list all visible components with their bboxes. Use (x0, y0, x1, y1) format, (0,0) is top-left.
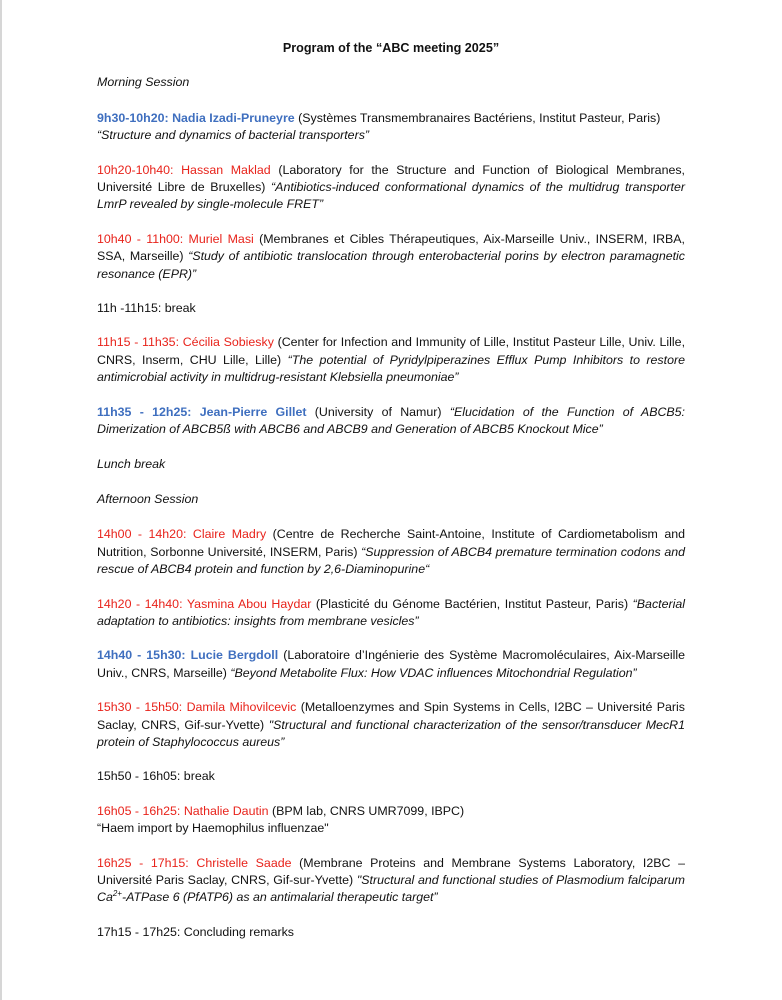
entry-speaker: Jean-Pierre Gillet (199, 404, 307, 419)
entry-affiliation: (Centre de Recherche Saint-Antoine, Institute of Cardiometabolism and Nutrition, Sorbonne Université, INSERM, Paris) (97, 527, 685, 559)
program-entry (97, 596, 685, 631)
entry-time: 10h40 - 11h00: (97, 231, 184, 246)
talk-text-start: "Structural and functional studies of Plasmodium falciparum Ca (97, 873, 685, 905)
entry-speaker: Lucie Bergdoll (190, 648, 279, 663)
lunch-break: Lunch break (97, 456, 166, 471)
program-entry (97, 803, 685, 838)
entry-talk-title: “Antibiotics-induced conformational dynamics of the multidrug transporter LmrP revealed by single-molecule FRET” (97, 180, 685, 212)
program-entry (97, 404, 685, 439)
charge-superscript: 2+ (112, 889, 122, 899)
break-item: 11h -11h15: break (97, 301, 196, 316)
entry-talk-title: “The potential of Pyridylpiperazines Efflux Pump Inhibitors to restore antimicrobial activity in multidrug-resistant Klebsiella pneumoniae” (97, 352, 685, 385)
entry-speaker: Cécilia Sobiesky (182, 335, 274, 350)
entry-time: 14h00 - 14h20: (97, 527, 187, 542)
entry-time: 14h20 - 14h40: (97, 596, 183, 611)
entry-time: 9h30-10h20: (97, 110, 169, 125)
concluding-remarks: 17h15 - 17h25: Concluding remarks (97, 924, 294, 939)
entry-time: 16h25 - 17h15: (97, 855, 189, 870)
entry-affiliation: (Membranes et Cibles Thérapeutiques, Aix-Marseille Univ., INSERM, IRBA, SSA, Marseille) (97, 231, 685, 264)
entry-time: 11h35 - 12h25: (97, 404, 192, 419)
entry-affiliation: (University of Namur) (314, 404, 442, 419)
page-edge (0, 0, 2, 1000)
morning-session-heading: Morning Session (97, 75, 190, 90)
entry-speaker: Hassan Maklad (181, 162, 271, 177)
break-item: 15h50 - 16h05: break (97, 769, 215, 784)
entry-time: 10h20-10h40: (97, 162, 174, 177)
entry-speaker: Christelle Saade (196, 855, 292, 870)
program-entry (97, 334, 685, 386)
entry-talk-title: “Haem import by Haemophilus influenzae" (97, 821, 329, 836)
entry-speaker: Yasmina Abou Haydar (186, 596, 312, 611)
entry-talk-title: “Beyond Metabolite Flux: How VDAC influences Mitochondrial Regulation” (230, 665, 637, 680)
entry-speaker: Nadia Izadi-Pruneyre (172, 110, 295, 125)
entry-affiliation: (BPM lab, CNRS UMR7099, IBPC) (272, 803, 465, 818)
page-title: Program of the “ABC meeting 2025” (282, 41, 500, 55)
entry-talk-title: “Suppression of ABCB4 premature termination codons and rescue of ABCB4 protein and function by 2,6-Diaminopurine“ (97, 544, 685, 577)
program-entry (97, 855, 685, 907)
entry-affiliation: (Laboratory for the Structure and Function of Biological Membranes, Université Libre de Bruxelles) (97, 162, 685, 195)
afternoon-session-heading: Afternoon Session (97, 491, 199, 506)
entry-affiliation: (Plasticité du Génome Bactérien, Institut Pasteur, Paris) (315, 596, 629, 611)
entry-speaker: Damila Mihovilcevic (186, 700, 297, 715)
entry-time: 14h40 - 15h30: (97, 648, 186, 663)
entry-affiliation: (Metalloenzymes and Spin Systems in Cells, I2BC – Université Paris Saclay, CNRS, Gif-sur-Yvette) (97, 700, 685, 732)
entry-speaker: Claire Madry (192, 527, 267, 542)
entry-speaker: Muriel Masi (188, 231, 254, 246)
entry-talk-title: “Structure and dynamics of bacterial transporters” (97, 128, 370, 143)
program-entry (97, 647, 685, 682)
entry-time: 16h05 - 16h25: (97, 803, 181, 818)
entry-affiliation: (Center for Infection and Immunity of Lille, Institut Pasteur Lille, Univ. Lille, CNRS, Inserm, CHU Lille, Lille) (97, 335, 686, 367)
entry-affiliation: (Systèmes Transmembranaires Bactériens, Institut Pasteur, Paris) (298, 110, 661, 125)
entry-time: 15h30 - 15h50: (97, 700, 183, 715)
entry-affiliation: (Laboratoire d’Ingénierie des Système Macromoléculaires, Aix-Marseille Univ., CNRS, Marseille) (97, 648, 685, 680)
entry-time: 11h15 - 11h35: (97, 335, 180, 350)
program-entry (97, 526, 685, 578)
entry-speaker: Nathalie Dautin (183, 803, 269, 818)
entry-talk-title: “Study of antibiotic translocation through enterobacterial porins by electron paramagnetic resonance (EPR)” (97, 249, 685, 281)
entry-talk-title: “Bacterial adaptation to antibiotics: insights from membrane vesicles” (97, 596, 685, 628)
program-entry (97, 231, 685, 283)
entry-talk-title: "Structural and functional characterization of the sensor/transducer MecR1 protein of Staphylococcus aureus” (97, 717, 685, 749)
program-entry (97, 699, 685, 751)
entry-affiliation: (Membrane Proteins and Membrane Systems Laboratory, I2BC – Université Paris Saclay, CNRS, Gif-sur-Yvette) (97, 855, 685, 887)
program-entry (97, 110, 685, 145)
program-entry (97, 162, 685, 214)
talk-text-end: -ATPase 6 (PfATP6) as an antimalarial therapeutic target” (121, 890, 438, 905)
program-content (97, 40, 685, 958)
entry-talk-title: “Elucidation of the Function of ABCB5: Dimerization of ABCB5ß with ABCB6 and ABCB9 and Generation of ABCB5 Knockout Mice” (97, 404, 685, 437)
